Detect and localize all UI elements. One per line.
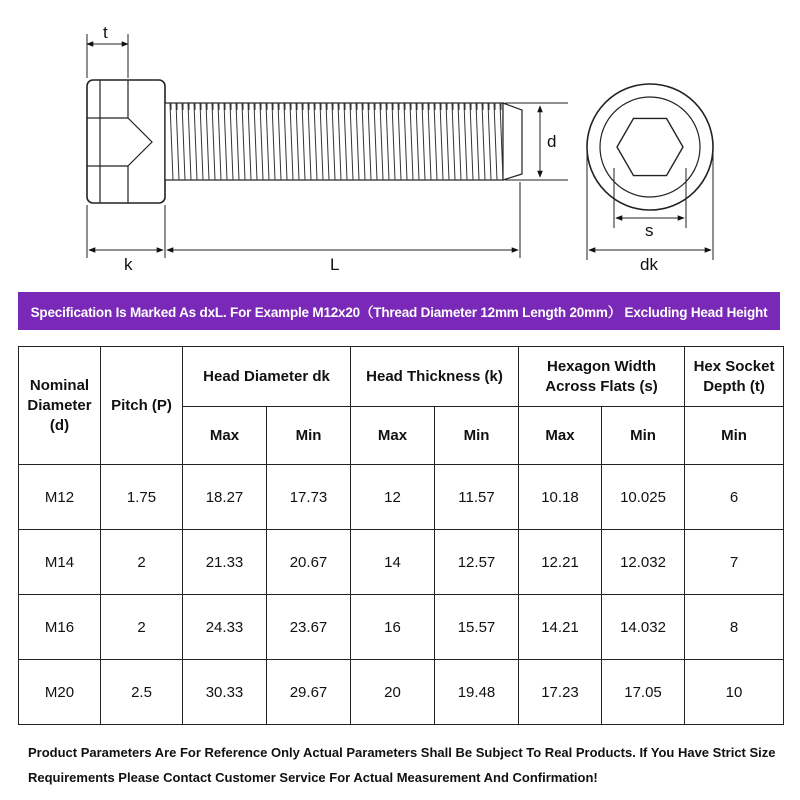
cell-t-min: 10 — [685, 660, 784, 725]
screw-head-side-view — [87, 80, 165, 203]
table-row — [19, 660, 784, 725]
cell-s-min: 12.032 — [602, 530, 685, 595]
cell-pitch: 2 — [101, 595, 183, 660]
cell-dk-min: 17.73 — [267, 465, 351, 530]
cell-t-min: 8 — [685, 595, 784, 660]
cell-k-min: 15.57 — [435, 595, 519, 660]
header-k-min: Min — [435, 407, 519, 465]
cell-s-min: 14.032 — [602, 595, 685, 660]
cell-k-max: 16 — [351, 595, 435, 660]
cell-nominal: M12 — [19, 465, 101, 530]
header-dk-max: Max — [183, 407, 267, 465]
cell-dk-max: 24.33 — [183, 595, 267, 660]
cell-s-max: 10.18 — [519, 465, 602, 530]
cell-k-max: 12 — [351, 465, 435, 530]
disclaimer-line-2: Requirements Please Contact Customer Service For Actual Measurement And Confirmation! — [28, 770, 598, 785]
screw-dimension-drawing — [0, 0, 800, 290]
header-head-diameter: Head Diameter dk — [183, 347, 351, 407]
cell-dk-max: 21.33 — [183, 530, 267, 595]
label-s: s — [645, 221, 654, 240]
screw-head-end-view — [587, 84, 713, 210]
cell-dk-min: 29.67 — [267, 660, 351, 725]
header-k-max: Max — [351, 407, 435, 465]
header-pitch: Pitch (P) — [101, 347, 183, 465]
cell-t-min: 7 — [685, 530, 784, 595]
cell-s-min: 10.025 — [602, 465, 685, 530]
cell-pitch: 2.5 — [101, 660, 183, 725]
header-head-thickness: Head Thickness (k) — [351, 347, 519, 407]
label-d: d — [547, 132, 557, 151]
cell-nominal: M16 — [19, 595, 101, 660]
table-row — [19, 530, 784, 595]
cell-dk-min: 20.67 — [267, 530, 351, 595]
table-row — [19, 465, 784, 530]
screw-thread-body — [165, 103, 522, 180]
header-row-1 — [19, 347, 784, 407]
cell-k-max: 14 — [351, 530, 435, 595]
cell-k-min: 19.48 — [435, 660, 519, 725]
cell-s-max: 12.21 — [519, 530, 602, 595]
label-l: L — [330, 255, 340, 274]
cell-s-max: 14.21 — [519, 595, 602, 660]
header-dk-min: Min — [267, 407, 351, 465]
cell-k-min: 11.57 — [435, 465, 519, 530]
disclaimer-line-1: Product Parameters Are For Reference Only Actual Parameters Shall Be Subject To Real Products. If You Have Strict Size — [28, 745, 776, 760]
header-hexagon-width: Hexagon Width Across Flats (s) — [519, 347, 685, 407]
specification-table — [18, 346, 784, 725]
cell-dk-min: 23.67 — [267, 595, 351, 660]
header-t-min: Min — [685, 407, 784, 465]
cell-dk-max: 30.33 — [183, 660, 267, 725]
label-t: t — [103, 23, 108, 42]
specification-banner: Specification Is Marked As dxL. For Example M12x20（Thread Diameter 12mm Length 20mm） Excluding Head Height — [18, 292, 780, 330]
cell-s-max: 17.23 — [519, 660, 602, 725]
table-row — [19, 595, 784, 660]
cell-nominal: M14 — [19, 530, 101, 595]
cell-k-min: 12.57 — [435, 530, 519, 595]
label-k: k — [124, 255, 133, 274]
header-s-max: Max — [519, 407, 602, 465]
cell-pitch: 2 — [101, 530, 183, 595]
cell-nominal: M20 — [19, 660, 101, 725]
cell-pitch: 1.75 — [101, 465, 183, 530]
disclaimer-note — [28, 740, 788, 790]
label-dk: dk — [640, 255, 658, 274]
header-nominal-diameter: Nominal Diameter (d) — [19, 347, 101, 465]
header-socket-depth: Hex Socket Depth (t) — [685, 347, 784, 407]
cell-k-max: 20 — [351, 660, 435, 725]
cell-s-min: 17.05 — [602, 660, 685, 725]
cell-dk-max: 18.27 — [183, 465, 267, 530]
header-s-min: Min — [602, 407, 685, 465]
cell-t-min: 6 — [685, 465, 784, 530]
